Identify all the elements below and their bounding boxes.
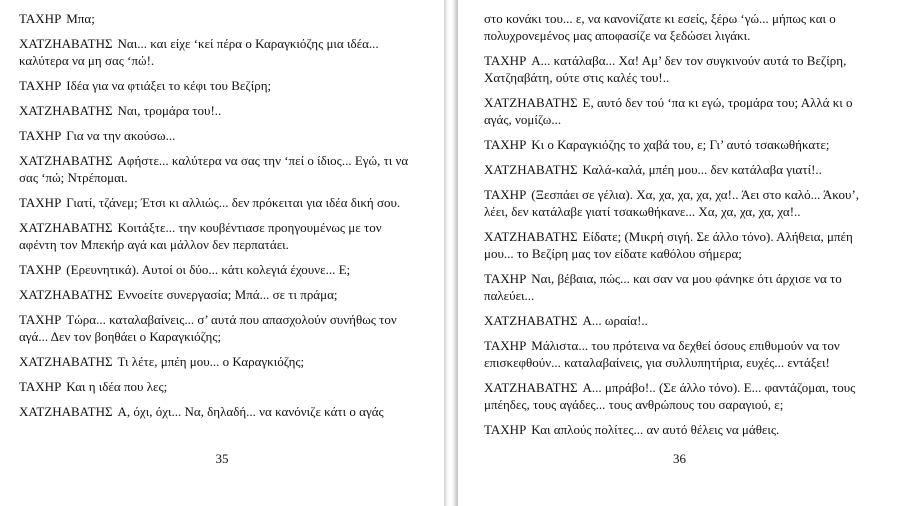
speaker-name: ΧΑΤΖΗΑΒΑΤΗΣ	[19, 287, 113, 302]
dialogue-line	[19, 77, 420, 94]
speaker-name: ΤΑΧΗΡ	[484, 187, 527, 202]
speaker-name: ΤΑΧΗΡ	[484, 137, 527, 152]
speaker-name: ΧΑΤΖΗΑΒΑΤΗΣ	[19, 354, 113, 369]
dialogue-line	[484, 94, 879, 128]
dialogue-line	[484, 161, 879, 178]
speaker-name: ΤΑΧΗΡ	[19, 312, 62, 327]
page-number: 36	[673, 451, 686, 466]
dialogue-line	[484, 52, 879, 86]
line-text: Τώρα... καταλαβαίνεις... σ’ αυτά που απασχολούν συνήθως τον αγά... Δεν τον βοηθάει ο Καραγκιόζης;	[19, 312, 397, 344]
line-text: Τι λέτε, μπέη μου... ο Καραγκιόζης;	[117, 354, 305, 369]
speaker-name: ΤΑΧΗΡ	[19, 11, 62, 26]
line-text: Κι ο Καραγκιόζης το χαβά του, ε; Γι’ αυτό τσακωθήκατε;	[531, 137, 830, 152]
line-text: Κοιτάξτε... την κουβέντιασε προηγουμένως με τον αφέντη τον Μπεκήρ αγά και μάλλον δεν περπατάει.	[19, 220, 382, 252]
speaker-name: ΤΑΧΗΡ	[19, 195, 62, 210]
line-text: στο κονάκι του... ε, να κανονίζατε κι εσείς, ξέρω ‘γώ... μήπως και ο πολυχρονεμένος μας αποφασίζε να ξεδώσει λιγάκι.	[484, 11, 836, 43]
left-page	[0, 0, 444, 506]
dialogue-line	[484, 337, 879, 371]
speaker-name: ΤΑΧΗΡ	[19, 128, 62, 143]
speaker-name: ΤΑΧΗΡ	[19, 78, 62, 93]
line-text: Είδατε; (Μικρή σιγή. Σε άλλο τόνο). Αλήθεια, μπέη μου... το Βεζίρη μας τον είδατε καθόλου σήμερα;	[484, 229, 853, 261]
dialogue-line	[19, 286, 420, 303]
line-text: Μάλιστα... του πρότεινα να δεχθεί όσους επιθυμούν να τον επισκεφθούν... καταλαβαίνεις, για συλλυπητήρια, ευχές... εντάξει!	[484, 338, 840, 370]
line-text: Γιατί, τζάνεμ; Έτσι κι αλλιώς... δεν πρόκειται για ιδέα δική σου.	[66, 195, 401, 210]
dialogue-line	[19, 194, 420, 211]
book-spine-divider	[444, 0, 458, 506]
dialogue-line	[19, 353, 420, 370]
dialogue-line	[484, 228, 879, 262]
speaker-name: ΤΑΧΗΡ	[484, 338, 527, 353]
line-text: Α... μπράβο!.. (Σε άλλο τόνο). Ε... φαντάζομαι, τους μπέηδες, τους αγάδες... τους ανθρώπους του σαραγιού, ε;	[484, 380, 856, 412]
speaker-name: ΧΑΤΖΗΑΒΑΤΗΣ	[484, 162, 578, 177]
speaker-name: ΤΑΧΗΡ	[484, 271, 527, 286]
dialogue-line	[19, 152, 420, 186]
speaker-name: ΧΑΤΖΗΑΒΑΤΗΣ	[484, 380, 578, 395]
line-text: Καλά-καλά, μπέη μου... δεν κατάλαβα γιατί!..	[582, 162, 822, 177]
speaker-name: ΧΑΤΖΗΑΒΑΤΗΣ	[19, 220, 113, 235]
line-text: Και η ιδέα που λες;	[66, 379, 168, 394]
dialogue-line	[484, 136, 879, 153]
speaker-name: ΧΑΤΖΗΑΒΑΤΗΣ	[19, 36, 113, 51]
line-text: Αφήστε... καλύτερα να σας την ‘πεί ο ίδιος... Εγώ, τι να σας ‘πώ; Ντρέπομαι.	[19, 153, 409, 185]
left-page-text	[19, 10, 420, 420]
dialogue-line	[484, 186, 879, 220]
right-page	[458, 0, 901, 506]
speaker-name: ΧΑΤΖΗΑΒΑΤΗΣ	[19, 103, 113, 118]
speaker-name: ΧΑΤΖΗΑΒΑΤΗΣ	[484, 95, 578, 110]
line-text: Ναι... και είχε ‘κεί πέρα ο Καραγκιόζης μια ιδέα... καλύτερα να μη σας ‘πώ!.	[19, 36, 379, 68]
line-text: Και απλούς πολίτες... αν αυτό θέλεις να μάθεις.	[531, 422, 780, 437]
dialogue-line	[484, 312, 879, 329]
page-number: 35	[215, 451, 229, 466]
line-text: Α, όχι, όχι... Να, δηλαδή... να κανόνιζε κάτι ο αγάς	[117, 404, 384, 419]
speaker-name: ΤΑΧΗΡ	[484, 422, 527, 437]
dialogue-line	[19, 378, 420, 395]
line-text: Ναι, βέβαια, πώς... και σαν να μου φάνηκε ότι άρχισε να το παλεύει...	[484, 271, 842, 303]
line-text: Ιδέα για να φτιάξει το κέφι του Βεζίρη;	[66, 78, 272, 93]
dialogue-line	[484, 421, 879, 438]
dialogue-line	[484, 379, 879, 413]
dialogue-line	[19, 102, 420, 119]
line-text: Α... κατάλαβα... Χα! Αμ’ δεν τον συγκινούν αυτά το Βεζίρη, Χατζηαβάτη, ούτε στις καλές του!..	[484, 53, 847, 85]
dialogue-line	[484, 10, 879, 44]
speaker-name: ΤΑΧΗΡ	[484, 53, 527, 68]
line-text: Μπα;	[66, 11, 95, 26]
line-text: (Ερευνητικά). Αυτοί οι δύο... κάτι κολεγιά έχουνε... Ε;	[66, 262, 351, 277]
speaker-name: ΤΑΧΗΡ	[19, 379, 62, 394]
dialogue-line	[19, 10, 420, 27]
dialogue-line	[484, 270, 879, 304]
speaker-name: ΧΑΤΖΗΑΒΑΤΗΣ	[19, 153, 113, 168]
dialogue-line	[19, 219, 420, 253]
line-text: (Ξεσπάει σε γέλια). Χα, χα, χα, χα, χα!.. Άει στο καλό... Άκου’, λέει, δεν κατάλαβε γιατί τσακωθήκανε... Χα, χα, χα, χα, χα!..	[484, 187, 860, 219]
line-text: Ε, αυτό δεν τού ‘πα κι εγώ, τρομάρα του; Αλλά κι ο αγάς, νομίζω...	[484, 95, 853, 127]
dialogue-line	[19, 261, 420, 278]
line-text: Α... ωραία!..	[582, 313, 648, 328]
dialogue-line	[19, 35, 420, 69]
speaker-name: ΧΑΤΖΗΑΒΑΤΗΣ	[484, 313, 578, 328]
line-text: Εννοείτε συνεργασία; Μπά... σε τι πράμα;	[117, 287, 338, 302]
dialogue-line	[19, 403, 420, 420]
speaker-name: ΧΑΤΖΗΑΒΑΤΗΣ	[484, 229, 578, 244]
right-page-text	[484, 10, 879, 438]
speaker-name: ΤΑΧΗΡ	[19, 262, 62, 277]
line-text: Ναι, τρομάρα του!..	[117, 103, 222, 118]
dialogue-line	[19, 127, 420, 144]
dialogue-line	[19, 311, 420, 345]
line-text: Για να την ακούσω...	[66, 128, 176, 143]
speaker-name: ΧΑΤΖΗΑΒΑΤΗΣ	[19, 404, 113, 419]
